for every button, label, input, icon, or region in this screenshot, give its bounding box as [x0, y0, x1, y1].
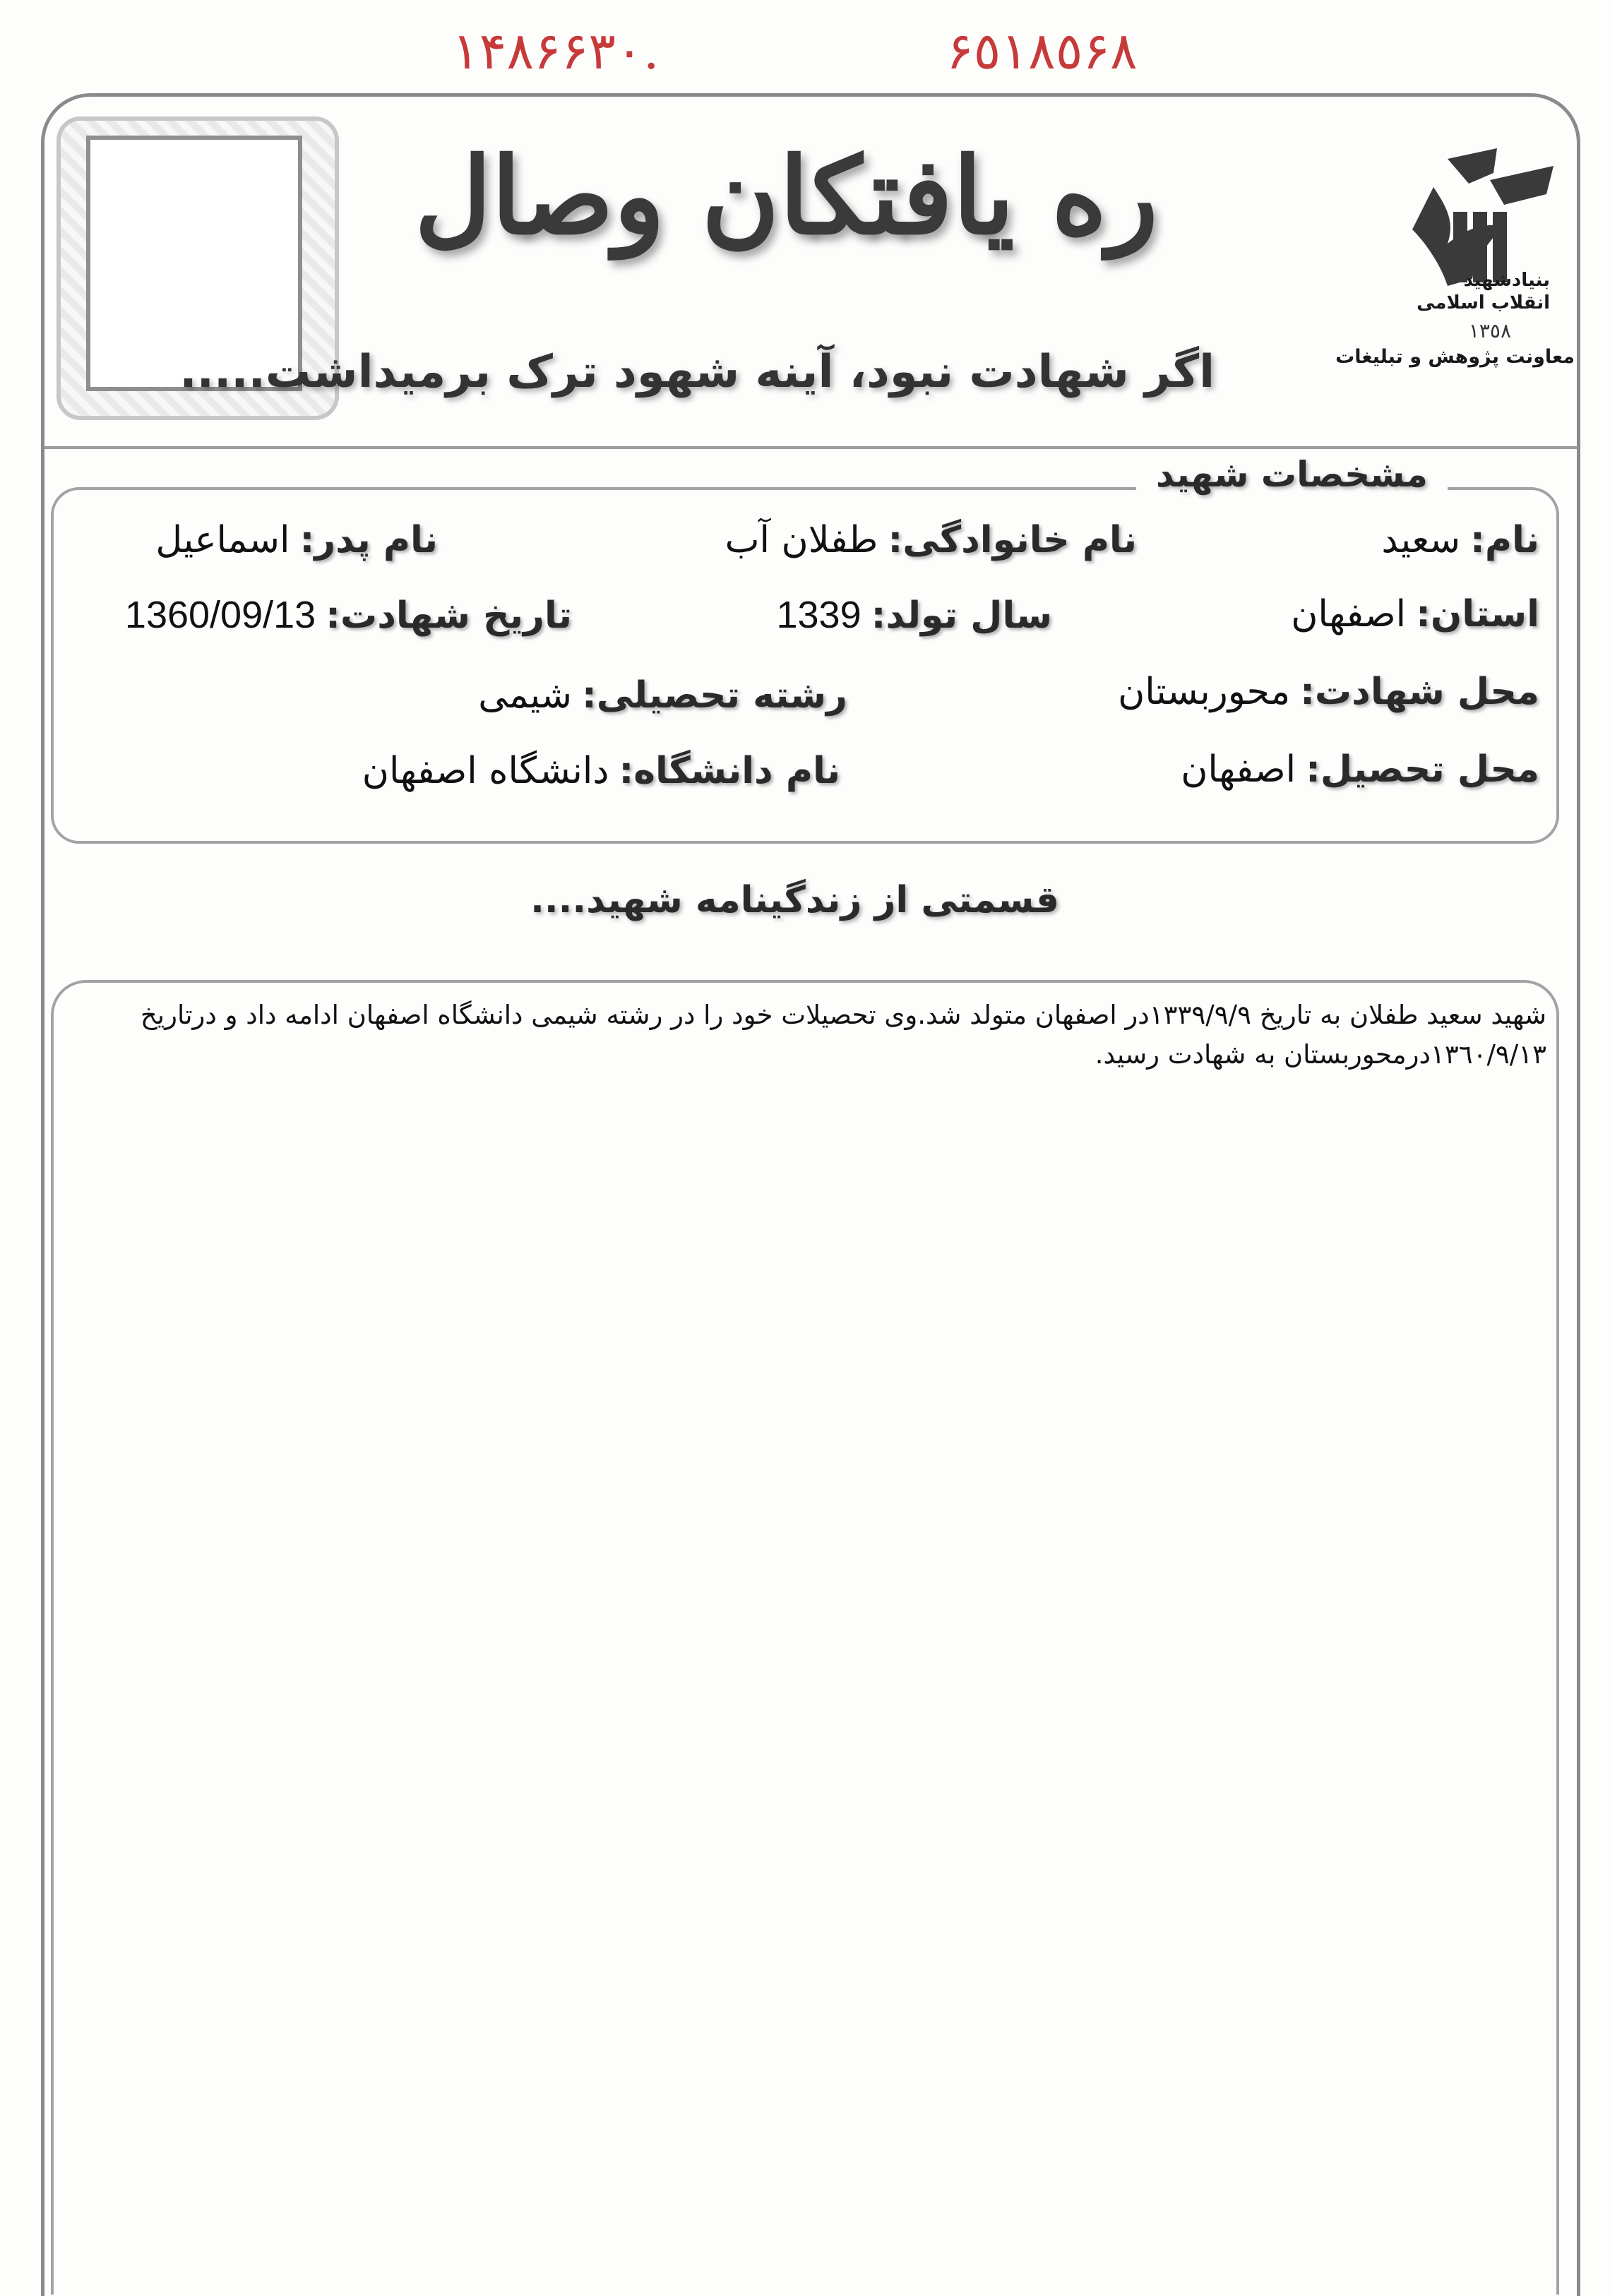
biography-text: شهید سعید طفلان به تاریخ ١٣٣٩/٩/٩در اصفهان متولد شد.وی تحصیلات خود را در رشته شیمی دانشگاه اصفهان ادامه داد و درتاریخ ١٣٦٠/٩/١٣درمحوربستان به شهادت رسید.: [140, 1000, 1546, 1070]
field-birth-year-value: 1339: [776, 594, 861, 636]
logo-line2: انقلاب اسلامی: [1417, 292, 1550, 313]
field-father: [155, 519, 438, 561]
page-subtitle: اگر شهادت نبود، آینه شهود ترک برمیداشت.....: [179, 346, 1215, 398]
logo-department: معاونت پژوهش و تبلیغات: [1335, 346, 1575, 368]
field-father-value: اسماعیل: [155, 519, 290, 561]
field-study-label: رشته تحصیلی:: [581, 674, 847, 717]
field-family: [725, 519, 1137, 561]
handwritten-number-right: ۶٥١٨٥۶٨: [946, 21, 1138, 80]
field-province-value: اصفهان: [1291, 593, 1407, 635]
field-name: [1381, 519, 1539, 561]
field-university-value: دانشگاه اصفهان: [362, 750, 609, 792]
field-name-value: سعید: [1381, 519, 1461, 561]
field-martyrdom-place-label: محل شهادت:: [1300, 671, 1539, 713]
field-father-label: نام پدر:: [299, 519, 438, 561]
field-birth-year-label: سال تولد:: [871, 594, 1052, 637]
field-family-label: نام خانوادگی:: [888, 519, 1137, 561]
handwritten-number-left: ١۴٨۶۶٣٠.: [452, 21, 660, 80]
field-martyrdom-place: [1118, 671, 1539, 713]
field-study-place-value: اصفهان: [1181, 748, 1296, 791]
field-martyrdom-date-label: تاریخ شهادت:: [326, 594, 572, 637]
field-study-place-label: محل تحصیل:: [1306, 748, 1539, 791]
logo-year: ١٣٥٨: [1468, 319, 1511, 342]
bonyad-shahid-emblem-icon: [1342, 145, 1582, 378]
field-birth-year: [776, 593, 1052, 637]
field-university: [362, 750, 840, 792]
profile-heading: مشخصات شهید: [1136, 454, 1448, 495]
field-family-value: طفلان آب: [724, 519, 878, 561]
logo-line1: بنیادشهید: [1463, 270, 1550, 291]
field-province: [1291, 593, 1539, 635]
field-study: [478, 674, 847, 717]
field-university-label: نام دانشگاه:: [619, 750, 840, 792]
field-martyrdom-place-value: محوربستان: [1118, 671, 1291, 713]
field-study-place: [1181, 748, 1539, 791]
page-title: ره یافتکان وصال: [414, 134, 1158, 258]
field-martyrdom-date: [125, 593, 572, 637]
biography-heading: قسمتی از زندگینامه شهید....: [530, 879, 1059, 921]
field-name-label: نام:: [1470, 519, 1539, 561]
biography-box: [51, 980, 1559, 2295]
field-province-label: استان:: [1416, 593, 1539, 635]
field-martyrdom-date-value: 1360/09/13: [124, 594, 316, 636]
field-study-value: شیمی: [478, 674, 572, 717]
header-divider: [44, 446, 1578, 449]
